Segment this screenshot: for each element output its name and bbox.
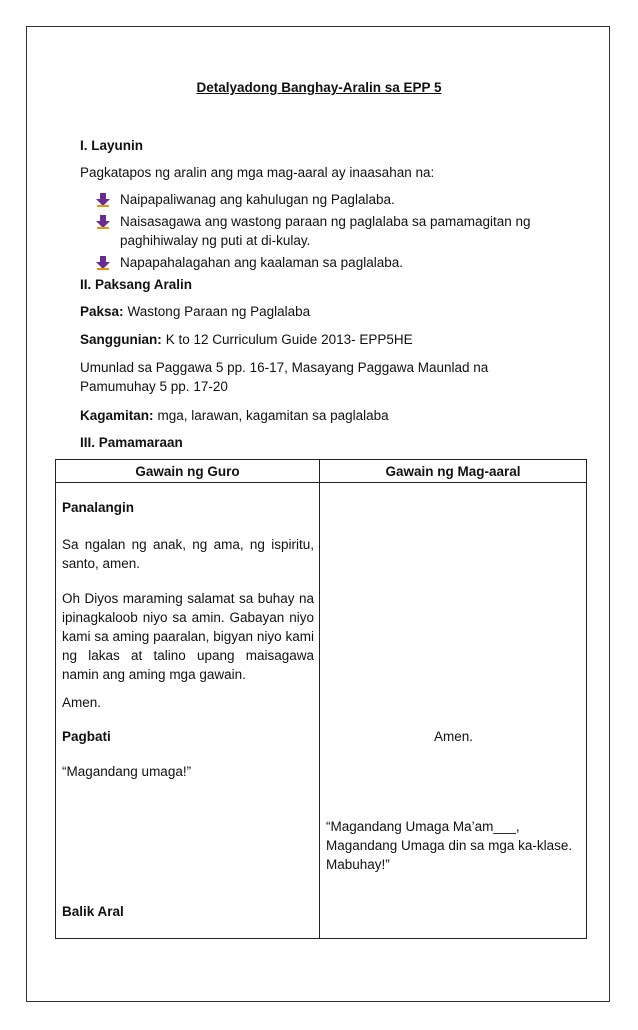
objective-text: Napapahalagahan ang kaalaman sa paglalaba. [120, 255, 403, 270]
kagamitan-value: mga, larawan, kagamitan sa paglalaba [157, 408, 389, 423]
objective-item [96, 212, 536, 250]
column-header-magaaral: Gawain ng Mag-aaral [320, 460, 587, 483]
student-greeting: “Magandang Umaga Ma’am___, Magandang Umaga din sa mga ka-klase. Mabuhay!” [326, 819, 573, 872]
kagamitan-label: Kagamitan: [80, 408, 154, 423]
column-header-guro: Gawain ng Guro [56, 460, 320, 483]
objective-item [96, 190, 536, 209]
sanggunian-line [80, 330, 413, 349]
objective-text: Naipapaliwanag ang kahulugan ng Paglalaba. [120, 192, 395, 207]
paksang-aralin-heading: II. Paksang Aralin [80, 277, 193, 292]
sanggunian-value: K to 12 Curriculum Guide 2013- EPP5HE [165, 332, 413, 347]
pamamaraan-heading: III. Pamamaraan [80, 435, 183, 450]
arrow-down-bullet-icon [96, 215, 110, 229]
kagamitan-line [80, 406, 389, 425]
paksa-line [80, 302, 310, 321]
sanggunian-extra: Umunlad sa Paggawa 5 pp. 16-17, Masayang Paggawa Maunlad na Pamumuhay 5 pp. 17-20 [80, 360, 489, 394]
balik-aral-heading: Balik Aral [62, 904, 124, 919]
procedure-table [55, 459, 587, 939]
paksa-label: Paksa: [80, 304, 124, 319]
objective-text: Naisasagawa ang wastong paraan ng paglalaba sa pamamagitan ng paghihiwalay ng puti at di-kulay. [120, 214, 531, 248]
prayer-body: Oh Diyos maraming salamat sa buhay na ipinagkaloob niyo sa amin. Gabayan niyo kami sa aming paaralan, bigyan niyo kami ng lakas at talino upang maisagawa namin ang aming mga gawain. [62, 591, 314, 682]
layunin-intro: Pagkatapos ng aralin ang mga mag-aaral ay inaasahan na: [80, 165, 435, 180]
pagbati-heading: Pagbati [62, 729, 111, 744]
student-amen: Amen. [433, 729, 474, 744]
student-column [320, 483, 587, 939]
paksa-value: Wastong Paraan ng Paglalaba [127, 304, 311, 319]
document-title: Detalyadong Banghay-Aralin sa EPP 5 [196, 80, 442, 95]
panalangin-heading: Panalangin [62, 500, 135, 515]
teacher-column [56, 483, 320, 939]
objective-item [96, 253, 536, 272]
layunin-heading: I. Layunin [80, 138, 144, 153]
prayer-opening: Sa ngalan ng anak, ng ama, ng ispiritu, santo, amen. [62, 537, 314, 571]
arrow-down-bullet-icon [96, 193, 110, 207]
teacher-greeting: “Magandang umaga!” [62, 764, 192, 779]
sanggunian-label: Sanggunian: [80, 332, 162, 347]
arrow-down-bullet-icon [96, 256, 110, 270]
objectives-list [96, 190, 536, 275]
teacher-amen: Amen. [62, 695, 102, 710]
